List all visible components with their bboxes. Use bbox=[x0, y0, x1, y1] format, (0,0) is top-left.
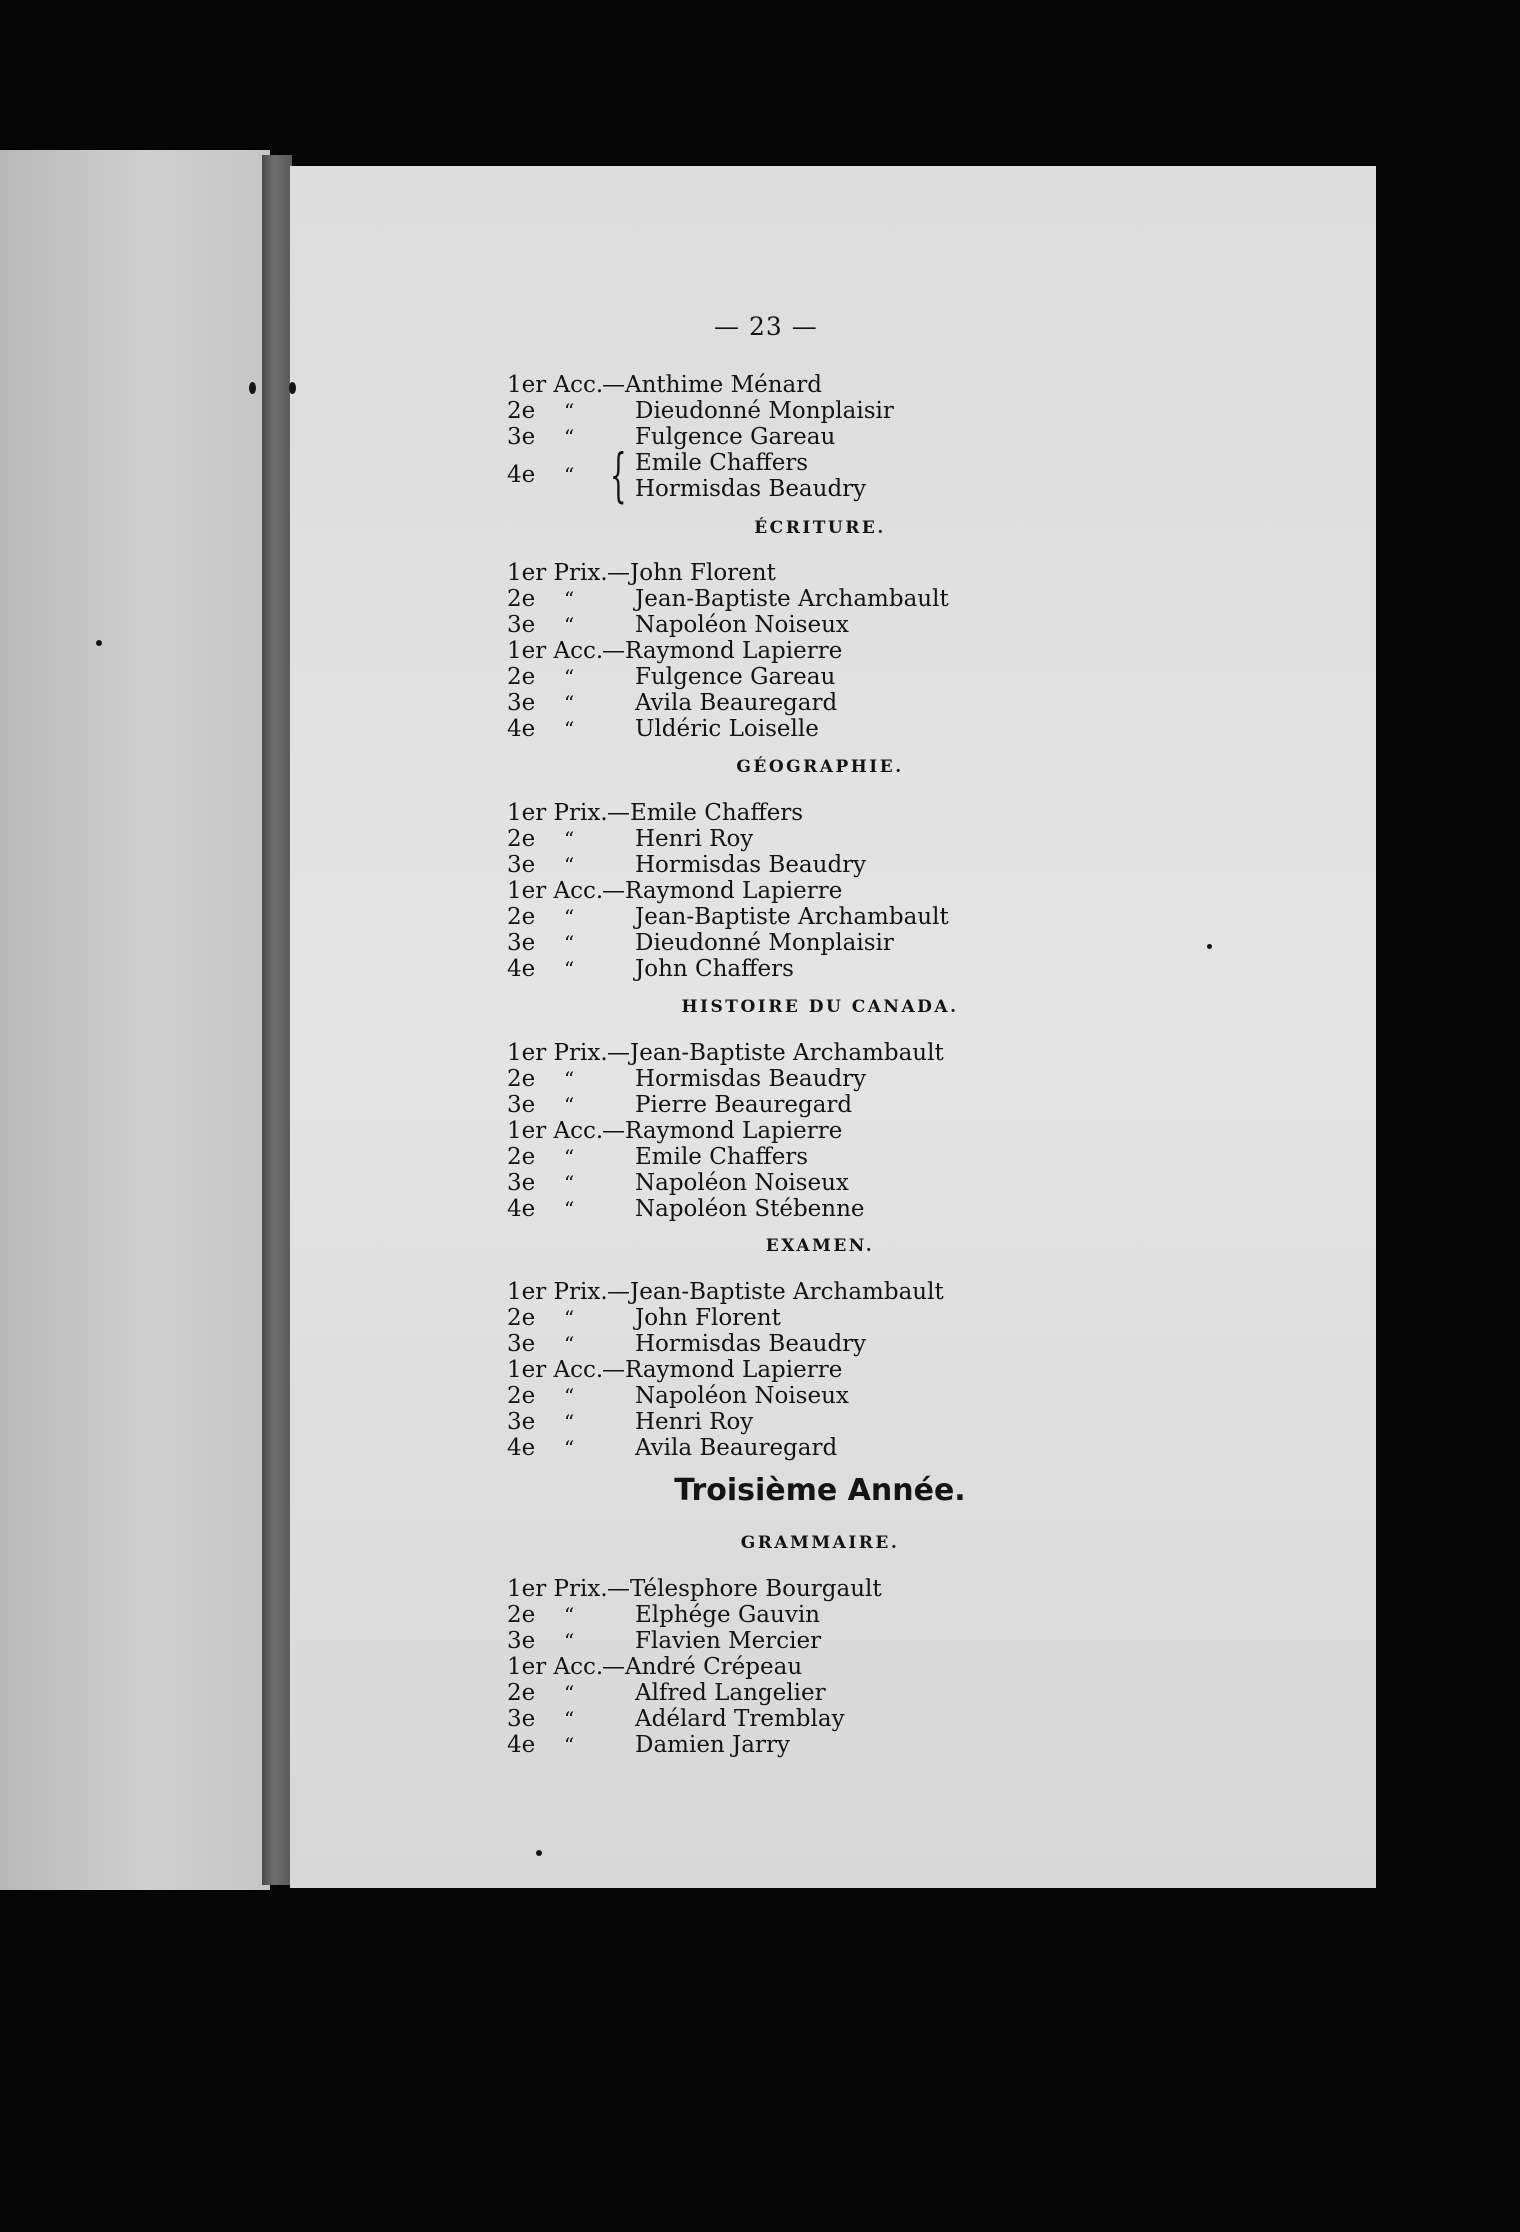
prize-row bbox=[0, 1279, 1520, 1305]
ditto-mark: “ bbox=[564, 1306, 575, 1330]
rank-label: 2e bbox=[507, 1602, 536, 1628]
ditto-mark: “ bbox=[564, 691, 575, 715]
rank-label: 1er Acc. bbox=[507, 1357, 604, 1383]
prize-row bbox=[0, 664, 1520, 690]
recipient-name: Uldéric Loiselle bbox=[635, 716, 819, 742]
rank-label: 4e bbox=[507, 1732, 536, 1758]
rank-label: 3e bbox=[507, 612, 536, 638]
prize-row bbox=[0, 1409, 1520, 1435]
recipient-name: —Anthime Ménard bbox=[602, 372, 822, 398]
prize-row bbox=[0, 1357, 1520, 1383]
ditto-mark: “ bbox=[564, 1436, 575, 1460]
recipient-name: Henri Roy bbox=[635, 826, 754, 852]
rank-label: 2e bbox=[507, 1144, 536, 1170]
ditto-mark: “ bbox=[564, 1171, 575, 1195]
recipient-name: Jean-Baptiste Archambault bbox=[635, 586, 949, 612]
prize-row bbox=[0, 1118, 1520, 1144]
prize-row bbox=[0, 1706, 1520, 1732]
ditto-mark: “ bbox=[564, 717, 575, 741]
heading-ecriture: ÉCRITURE. bbox=[754, 518, 886, 538]
recipient-name: Hormisdas Beaudry bbox=[635, 852, 867, 878]
rank-label: 3e bbox=[507, 1092, 536, 1118]
rank-label: 1er Acc. bbox=[507, 878, 604, 904]
ditto-mark: “ bbox=[564, 1197, 575, 1221]
rank-label: 1er Prix. bbox=[507, 1576, 608, 1602]
recipient-name: —Raymond Lapierre bbox=[602, 638, 843, 664]
ditto-mark: “ bbox=[564, 399, 575, 423]
prize-row bbox=[0, 1196, 1520, 1222]
recipient-name: Avila Beauregard bbox=[635, 1435, 838, 1461]
prize-row bbox=[0, 904, 1520, 930]
page-number: — 23 — bbox=[714, 312, 818, 341]
rank-label: 3e bbox=[507, 1409, 536, 1435]
rank-label: 4e bbox=[507, 716, 536, 742]
intro-row bbox=[0, 450, 1520, 488]
recipient-name: Damien Jarry bbox=[635, 1732, 790, 1758]
recipient-name: —Jean-Baptiste Archambault bbox=[607, 1040, 944, 1066]
rank-label: 1er Prix. bbox=[507, 1040, 608, 1066]
rank-label: 4e bbox=[507, 1196, 536, 1222]
recipient-name: Adélard Tremblay bbox=[635, 1706, 845, 1732]
recipient-name: John Florent bbox=[635, 1305, 781, 1331]
recipient-name: Hormisdas Beaudry bbox=[635, 476, 867, 502]
intro-row bbox=[0, 398, 1520, 424]
recipient-name: —Raymond Lapierre bbox=[602, 1118, 843, 1144]
rank-label: 3e bbox=[507, 424, 536, 450]
rank-label: 2e bbox=[507, 1680, 536, 1706]
recipient-name: Pierre Beauregard bbox=[635, 1092, 853, 1118]
recipient-name: Napoléon Stébenne bbox=[635, 1196, 865, 1222]
prize-row bbox=[0, 560, 1520, 586]
print-speck bbox=[289, 382, 296, 394]
heading-examen: EXAMEN. bbox=[765, 1236, 875, 1256]
heading-geographie: GÉOGRAPHIE. bbox=[736, 757, 904, 777]
recipient-name: —André Crépeau bbox=[602, 1654, 803, 1680]
recipient-name: Dieudonné Monplaisir bbox=[635, 398, 894, 424]
prize-row bbox=[0, 1144, 1520, 1170]
print-speck bbox=[1207, 944, 1212, 949]
prize-row bbox=[0, 612, 1520, 638]
rank-label: 2e bbox=[507, 1305, 536, 1331]
rank-label: 2e bbox=[507, 664, 536, 690]
prize-row bbox=[0, 690, 1520, 716]
ditto-mark: “ bbox=[564, 587, 575, 611]
prize-row bbox=[0, 1602, 1520, 1628]
rank-label: 2e bbox=[507, 586, 536, 612]
prize-row bbox=[0, 956, 1520, 982]
ditto-mark: “ bbox=[564, 1384, 575, 1408]
ditto-mark: “ bbox=[564, 1733, 575, 1757]
ditto-mark: “ bbox=[564, 613, 575, 637]
recipient-name: —Jean-Baptiste Archambault bbox=[607, 1279, 944, 1305]
recipient-name: Hormisdas Beaudry bbox=[635, 1331, 867, 1357]
prize-row bbox=[0, 1331, 1520, 1357]
rank-label: 3e bbox=[507, 1628, 536, 1654]
prize-row bbox=[0, 1435, 1520, 1461]
rank-label: 2e bbox=[507, 398, 536, 424]
recipient-name: John Chaffers bbox=[635, 956, 794, 982]
rank-label: 1er Acc. bbox=[507, 1118, 604, 1144]
ditto-mark: “ bbox=[564, 957, 575, 981]
recipient-name: Alfred Langelier bbox=[635, 1680, 826, 1706]
prize-row bbox=[0, 1092, 1520, 1118]
recipient-name: Emile Chaffers bbox=[635, 450, 809, 476]
prize-row bbox=[0, 852, 1520, 878]
rank-label: 4e bbox=[507, 462, 536, 488]
prize-row bbox=[0, 716, 1520, 742]
rank-label: 3e bbox=[507, 1706, 536, 1732]
ditto-mark: “ bbox=[564, 905, 575, 929]
prize-row bbox=[0, 930, 1520, 956]
rank-label: 2e bbox=[507, 904, 536, 930]
recipient-name: Emile Chaffers bbox=[635, 1144, 809, 1170]
rank-label: 2e bbox=[507, 826, 536, 852]
intro-row bbox=[0, 476, 1520, 502]
prize-row bbox=[0, 1732, 1520, 1758]
recipient-name: Hormisdas Beaudry bbox=[635, 1066, 867, 1092]
ditto-mark: “ bbox=[564, 1629, 575, 1653]
rank-label: 1er Acc. bbox=[507, 372, 604, 398]
ditto-mark: “ bbox=[564, 463, 575, 487]
prize-row bbox=[0, 878, 1520, 904]
prize-row bbox=[0, 586, 1520, 612]
recipient-name: —John Florent bbox=[607, 560, 776, 586]
ditto-mark: “ bbox=[564, 931, 575, 955]
prize-row bbox=[0, 1576, 1520, 1602]
ditto-mark: “ bbox=[564, 1145, 575, 1169]
recipient-name: —Raymond Lapierre bbox=[602, 1357, 843, 1383]
prize-row bbox=[0, 1680, 1520, 1706]
recipient-name: Henri Roy bbox=[635, 1409, 754, 1435]
recipient-name: Napoléon Noiseux bbox=[635, 1383, 849, 1409]
heading-troisieme-annee: Troisième Année. bbox=[674, 1473, 966, 1508]
recipient-name: —Télesphore Bourgault bbox=[607, 1576, 882, 1602]
rank-label: 3e bbox=[507, 1331, 536, 1357]
rank-label: 3e bbox=[507, 930, 536, 956]
recipient-name: Napoléon Noiseux bbox=[635, 612, 849, 638]
recipient-name: Fulgence Gareau bbox=[635, 664, 836, 690]
print-speck bbox=[249, 382, 256, 394]
prize-row bbox=[0, 1040, 1520, 1066]
recipient-name: Dieudonné Monplaisir bbox=[635, 930, 894, 956]
ditto-mark: “ bbox=[564, 1067, 575, 1091]
ditto-mark: “ bbox=[564, 1681, 575, 1705]
recipient-name: Elphége Gauvin bbox=[635, 1602, 820, 1628]
ditto-mark: “ bbox=[564, 1332, 575, 1356]
intro-row bbox=[0, 424, 1520, 450]
brace-mark: { bbox=[610, 441, 627, 509]
rank-label: 1er Prix. bbox=[507, 560, 608, 586]
ditto-mark: “ bbox=[564, 1707, 575, 1731]
prize-row bbox=[0, 1066, 1520, 1092]
recipient-name: —Raymond Lapierre bbox=[602, 878, 843, 904]
ditto-mark: “ bbox=[564, 1093, 575, 1117]
rank-label: 3e bbox=[507, 690, 536, 716]
prize-row bbox=[0, 638, 1520, 664]
rank-label: 4e bbox=[507, 1435, 536, 1461]
ditto-mark: “ bbox=[564, 827, 575, 851]
ditto-mark: “ bbox=[564, 665, 575, 689]
rank-label: 3e bbox=[507, 1170, 536, 1196]
ditto-mark: “ bbox=[564, 1410, 575, 1434]
rank-label: 1er Acc. bbox=[507, 638, 604, 664]
rank-label: 2e bbox=[507, 1066, 536, 1092]
recipient-name: Avila Beauregard bbox=[635, 690, 838, 716]
rank-label: 4e bbox=[507, 956, 536, 982]
print-speck bbox=[536, 1850, 542, 1856]
prize-row bbox=[0, 826, 1520, 852]
recipient-name: —Emile Chaffers bbox=[607, 800, 804, 826]
ditto-mark: “ bbox=[564, 425, 575, 449]
recipient-name: Flavien Mercier bbox=[635, 1628, 822, 1654]
ditto-mark: “ bbox=[564, 1603, 575, 1627]
rank-label: 1er Prix. bbox=[507, 800, 608, 826]
prize-row bbox=[0, 1628, 1520, 1654]
recipient-name: Jean-Baptiste Archambault bbox=[635, 904, 949, 930]
intro-row bbox=[0, 372, 1520, 398]
prize-row bbox=[0, 1654, 1520, 1680]
rank-label: 2e bbox=[507, 1383, 536, 1409]
recipient-name: Fulgence Gareau bbox=[635, 424, 836, 450]
heading-grammaire: GRAMMAIRE. bbox=[740, 1533, 900, 1553]
prize-row bbox=[0, 1383, 1520, 1409]
recipient-name: Napoléon Noiseux bbox=[635, 1170, 849, 1196]
rank-label: 3e bbox=[507, 852, 536, 878]
prize-row bbox=[0, 800, 1520, 826]
prize-row bbox=[0, 1305, 1520, 1331]
heading-histoire-du-canada: HISTOIRE DU CANADA. bbox=[681, 997, 959, 1017]
rank-label: 1er Acc. bbox=[507, 1654, 604, 1680]
print-speck bbox=[96, 640, 102, 646]
rank-label: 1er Prix. bbox=[507, 1279, 608, 1305]
prize-row bbox=[0, 1170, 1520, 1196]
ditto-mark: “ bbox=[564, 853, 575, 877]
